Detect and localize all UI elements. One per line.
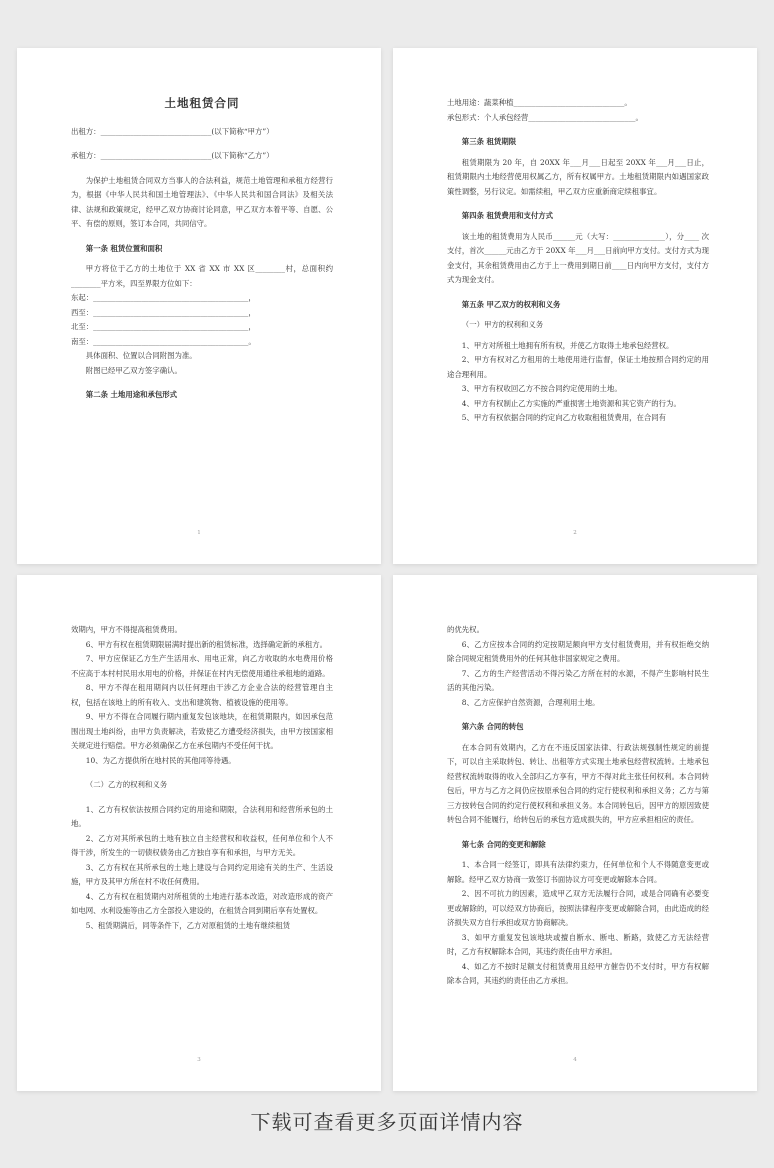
section-heading: 第三条 租赁期限 — [461, 137, 517, 146]
page-number: 4 — [573, 1057, 577, 1063]
page-number: 1 — [197, 530, 201, 536]
list-item: 4、乙方有权在租赁期内对所租赁的土地进行基本改造，对改造形成的资产如电网、水利设施等由乙方全部投入建设的，在租赁合同到期后享有处置权。 — [71, 891, 333, 915]
lessee-line: 承租方：______________________________(以下简称“乙方”） — [71, 151, 274, 160]
paragraph: 的优先权。 — [447, 625, 484, 634]
boundary-west: 西至：__________________________________________， — [71, 307, 256, 317]
list-item: 2、乙方对其所承包的土地有独立自主经营权和收益权，任何单位和个人不得干涉，所发生的一切债权债务由乙方独自享有和承担，与甲方无关。 — [71, 833, 333, 857]
paragraph: 甲方将位于乙方的土地位于 XX 省 XX 市 XX 区________村，总面积约________平方米，四至界限方位如下： — [71, 264, 333, 288]
download-prompt-text[interactable]: 下载可查看更多页面详情内容 — [250, 1110, 524, 1134]
subsection-heading: （一）甲方的权利和义务 — [461, 320, 544, 329]
contract-form-line: 承包形式：个人承包经营_____________________________。 — [447, 112, 643, 122]
section-heading: 第五条 甲乙双方的权利和义务 — [461, 299, 561, 309]
document-page-2 — [393, 48, 757, 564]
section-heading: 第二条 土地用途和承包形式 — [85, 390, 178, 399]
section-heading: 第四条 租赁费用和支付方式 — [461, 211, 554, 220]
page-number: 2 — [573, 530, 577, 536]
list-item: 3、如甲方重复发包该地块或擅自断水、断电、断路，致使乙方无法经营时，乙方有权解除本合同，其违约责任由甲方承担。 — [447, 932, 709, 956]
document-page-4 — [393, 575, 757, 1091]
list-item: 1、本合同一经签订，即具有法律约束力，任何单位和个人不得随意变更或解除。经甲乙双方协商一致签订书面协议方可变更或解除本合同。 — [447, 860, 709, 884]
list-item: 4、如乙方不按时足额支付租赁费用且经甲方催告仍不支付时，甲方有权解除本合同，其违约的责任由乙方承担。 — [447, 961, 709, 985]
boundary-south: 南至：__________________________________________。 — [71, 336, 256, 346]
paragraph: 在本合同有效期内，乙方在不违反国家法律、行政法规强制性规定的前提下，可以自主采取转包、转让、出租等方式实现土地承包经营权流转。土地承包经营权流转取得的收入全部归乙方享有，甲方不得对此主张任何权利。本合同转包后，甲方与乙方之间仍应按原承包合同的约定行使权利和承担义务；乙方与第三方按转包合同的约定行使权利和承担义务。本合同转包后，因甲方的原因致使转包合同不能履行，给转包后的承包方造成损失的，甲方应承担相应的责任。 — [447, 742, 709, 824]
list-item: 10、为乙方提供所在地村民的其他同等待遇。 — [85, 755, 236, 765]
section-heading: 第一条 租赁位置和面积 — [85, 243, 163, 253]
list-item: 9、甲方不得在合同履行期内重复发包该地块，在租赁期限内，如因承包范围出现土地纠纷，由甲方负责解决，若致使乙方遭受经济损失，由甲方按国家相关规定进行赔偿。甲方必须确保乙方在承包期内不受任何干扰。 — [71, 712, 333, 750]
paragraph: 效期内，甲方不得提高租赁费用。 — [71, 625, 182, 634]
document-page-3 — [17, 575, 381, 1091]
list-item: 6、甲方有权在租赁期限届满时提出新的租赁标准，选择确定新的承租方。 — [85, 639, 328, 649]
list-item: 1、甲方对所租土地拥有所有权，并使乙方取得土地承包经营权。 — [461, 340, 674, 350]
list-item: 6、乙方应按本合同的约定按期足额向甲方支付租赁费用，并有权拒绝交纳除合同规定租赁费用外的任何其他非国家规定之费用。 — [447, 639, 709, 663]
list-item: 3、甲方有权收回乙方不按合同约定使用的土地。 — [461, 384, 622, 393]
land-use-line: 土地用途：蔬菜种植______________________________。 — [447, 98, 632, 107]
list-item: 8、乙方应保护自然资源，合理利用土地。 — [461, 697, 600, 707]
list-item: 7、甲方应保证乙方生产生活用水、用电正常，向乙方收取的水电费用价格不应高于本村村民用水用电的价格，并保证在村内无偿使用通往承租地的道路。 — [71, 654, 333, 678]
page-title: 土地租赁合同 — [164, 96, 240, 110]
paragraph: 附图已经甲乙双方签字确认。 — [85, 365, 182, 375]
list-item: 2、因不可抗力的因素，造成甲乙双方无法履行合同，或是合同确有必要变更或解除的，可以经双方协商后，按照法律程序变更或解除合同，由此造成的经济损失双方自行承担或双方协商解决。 — [447, 889, 709, 927]
lessor-line: 出租方：______________________________(以下简称“甲方”） — [71, 126, 274, 136]
list-item: 4、甲方有权制止乙方实施的严重损害土地资源和其它资产的行为。 — [461, 398, 681, 408]
list-item: 8、甲方不得在租用期间内以任何理由干涉乙方企业合法的经营管理自主权，包括在该地上的所有收入、支出和建筑物、植被设施的使用等。 — [71, 683, 333, 707]
section-heading: 第七条 合同的变更和解除 — [461, 839, 546, 849]
document-page-1 — [17, 48, 381, 564]
section-heading: 第六条 合同的转包 — [461, 722, 524, 731]
preamble-paragraph: 为保护土地租赁合同双方当事人的合法利益，规范土地管理和承租方经营行为，根据《中华人民共和国土地管理法》、《中华人民共和国合同法》及相关法律、法规和政策规定，经甲乙双方协商讨论同意，甲乙双方本着平等、自愿、公平、有偿的原则，签订本合同，共同信守。 — [71, 175, 333, 228]
paragraph: 租赁期限为 20 年，自 20XX 年___月___日起至 20XX 年___月___日止，租赁期限内土地经营使用权属乙方，所有权属甲方。土地租赁期限内如遇国家政策性调整，另行议定。如需续租，甲乙双方应重新商定续租事宜。 — [447, 157, 709, 196]
boundary-north: 北至：__________________________________________， — [71, 322, 256, 331]
list-item: 1、乙方有权依法按照合同约定的用途和期限，合法利用和经营所承包的土地。 — [71, 804, 333, 828]
list-item: 7、乙方的生产经营活动不得污染乙方所在村的水源，不得产生影响村民生活的其他污染。 — [447, 668, 709, 692]
list-item: 3、乙方有权在其所承包的土地上建设与合同约定用途有关的生产、生活设施，甲方及其甲方所在村不收任何费用。 — [71, 862, 333, 886]
boundary-east: 东起：__________________________________________， — [71, 293, 256, 302]
page-number: 3 — [197, 1057, 201, 1063]
paragraph: 具体面积、位置以合同附图为准。 — [85, 351, 197, 360]
list-item: 2、甲方有权对乙方租用的土地使用进行监督，保证土地按照合同约定的用途合理利用。 — [447, 355, 709, 379]
list-item: 5、租赁期满后，同等条件下，乙方对原租赁的土地有继续租赁 — [85, 920, 291, 930]
paragraph: 该土地的租赁费用为人民币______元（大写：______________），分____ 次支付，首次______元由乙方于 20XX 年___月___日前向甲方支付。支付方式为现金支付，其余租赁费用由乙方于上一费用到期日前____日内向甲方支付，支付方式为现金支付。 — [447, 231, 709, 284]
list-item: 5、甲方有权依据合同的约定向乙方收取租租赁费用，在合同有 — [461, 413, 667, 422]
subsection-heading: （二）乙方的权利和义务 — [85, 780, 168, 789]
